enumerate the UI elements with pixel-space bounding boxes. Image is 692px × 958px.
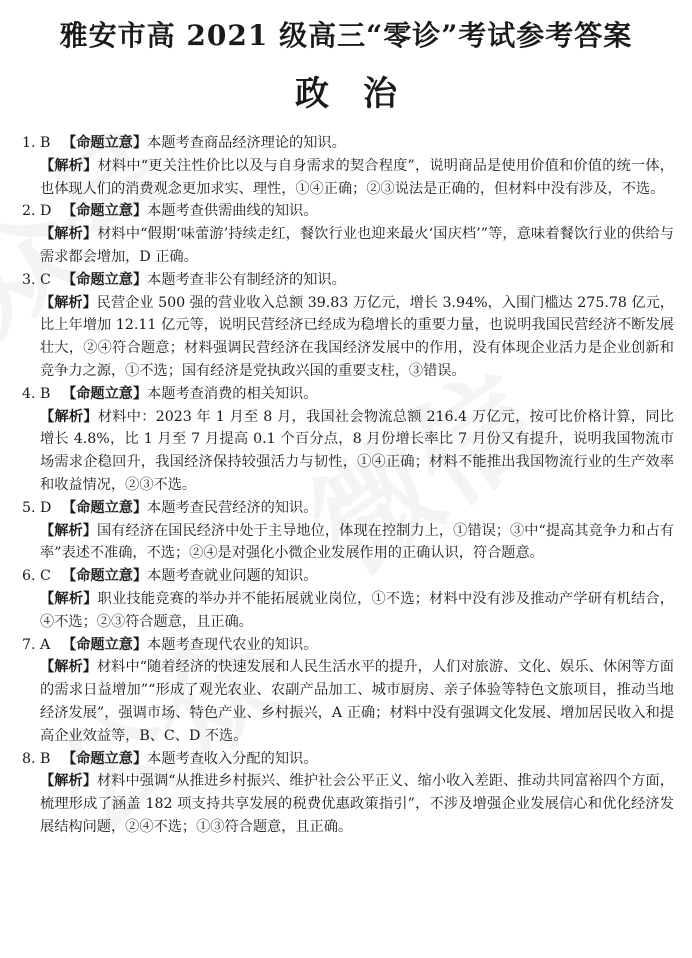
analysis-paragraph bbox=[22, 292, 674, 383]
intent-label: 【命题立意】 bbox=[62, 568, 148, 585]
analysis-paragraph bbox=[22, 656, 674, 747]
page-title: 雅安市高 2021 级高三“零诊”考试参考答案 bbox=[59, 19, 633, 52]
intent-text: 本题考查就业问题的知识。 bbox=[147, 568, 318, 585]
analysis-paragraph bbox=[22, 520, 674, 566]
question-header bbox=[22, 748, 674, 771]
subject-title: 政治 bbox=[295, 74, 431, 114]
question-item bbox=[22, 383, 674, 497]
analysis-label: 【解析】 bbox=[40, 226, 98, 243]
question-number: 2. bbox=[22, 203, 36, 220]
analysis-text: 材料中“假期‘味蕾游’持续走红，餐饮行业也迎来最火‘国庆档’”等，意味着餐饮行业的供给与需求都会增加，D 正确。 bbox=[40, 226, 674, 265]
intent-label: 【命题立意】 bbox=[62, 499, 148, 516]
analysis-paragraph bbox=[22, 155, 674, 201]
intent-label: 【命题立意】 bbox=[62, 203, 148, 220]
question-item bbox=[22, 565, 674, 633]
question-number: 4. bbox=[22, 385, 36, 402]
question-header bbox=[22, 269, 674, 292]
intent-label: 【命题立意】 bbox=[62, 385, 148, 402]
question-answer: B bbox=[40, 385, 51, 402]
question-item bbox=[22, 634, 674, 748]
intent-text: 本题考查非公有制经济的知识。 bbox=[147, 271, 346, 288]
intent-text: 本题考查民营经济的知识。 bbox=[147, 499, 318, 516]
analysis-paragraph bbox=[22, 588, 674, 634]
analysis-paragraph bbox=[22, 770, 674, 838]
analysis-text: 民营企业 500 强的营业收入总额 39.83 万亿元，增长 3.94%，入围门槛达 275.78 亿元，比上年增加 12.11 亿元等，说明民营经济已经成为稳增长的重要力量，也说明我国民营经济不断发展壮大，②④符合题意；材料强调民营经济在我国经济发展中的作用，没有体现企业活力是企业创新和竞争力之源，①不选；国有经济是党执政兴国的重要支柱，③错误。 bbox=[40, 294, 674, 379]
intent-label: 【命题立意】 bbox=[62, 135, 148, 151]
analysis-text: 材料中“更关注性价比以及与自身需求的契合程度”，说明商品是使用价值和价值的统一体，也体现人们的消费观念更加求实、理性，①④正确；②③说法是正确的，但材料中没有涉及，不选。 bbox=[40, 157, 674, 197]
analysis-text: 材料中“随着经济的快速发展和人民生活水平的提升，人们对旅游、文化、娱乐、休闲等方面的需求日益增加”“形成了观光农业、农副产品加工、城市厨房、亲子体验等特色文旅项目，推动当地经济发展”，强调市场、特色产业、乡村振兴，A 正确；材料中没有强调文化发展、增加居民收入和提高企业效益等，B、C、D 不选。 bbox=[40, 659, 674, 744]
question-item bbox=[22, 269, 674, 383]
intent-text: 本题考查消费的相关知识。 bbox=[147, 385, 318, 402]
question-answer: D bbox=[40, 499, 52, 516]
analysis-label: 【解析】 bbox=[40, 157, 98, 174]
question-answer: C bbox=[40, 568, 51, 585]
analysis-label: 【解析】 bbox=[40, 590, 98, 607]
intent-label: 【命题立意】 bbox=[62, 636, 148, 653]
intent-text: 本题考查商品经济理论的知识。 bbox=[147, 135, 346, 151]
analysis-label: 【解析】 bbox=[40, 294, 97, 311]
intent-text: 本题考查供需曲线的知识。 bbox=[147, 203, 318, 220]
intent-text: 本题考查现代农业的知识。 bbox=[147, 636, 318, 653]
analysis-label: 【解析】 bbox=[40, 408, 98, 425]
analysis-label: 【解析】 bbox=[40, 522, 97, 539]
question-header bbox=[22, 565, 674, 588]
analysis-text: 国有经济在国民经济中处于主导地位，体现在控制力上，①错误；③中“提高其竞争力和占有率”表述不准确，不选；②④是对强化小微企业发展作用的正确认识，符合题意。 bbox=[40, 522, 674, 562]
question-number: 6. bbox=[22, 568, 36, 585]
question-header bbox=[22, 634, 674, 657]
question-number: 8. bbox=[22, 750, 36, 767]
question-answer: B bbox=[40, 135, 51, 151]
question-answer: C bbox=[40, 271, 51, 288]
question-item bbox=[22, 748, 674, 839]
question-number: 3. bbox=[22, 271, 36, 288]
analysis-text: 材料中：2023 年 1 月至 8 月，我国社会物流总额 216.4 万亿元，按可比价格计算，同比增长 4.8%，比 1 月至 7 月提高 0.1 个百分点，8 月份增长率比 7 月份又有提升，说明我国物流市场需求企稳回升，我国经济保持较强活力与韧性，①④正确；材料不能推出我国物流行业的生产效率和收益情况，②③不选。 bbox=[40, 408, 674, 493]
question-header bbox=[22, 200, 674, 223]
intent-text: 本题考查收入分配的知识。 bbox=[147, 750, 318, 767]
question-header bbox=[22, 383, 674, 406]
question-item bbox=[22, 132, 674, 200]
analysis-paragraph bbox=[22, 223, 674, 269]
question-item bbox=[22, 200, 674, 268]
question-header bbox=[22, 132, 674, 155]
analysis-label: 【解析】 bbox=[40, 659, 97, 676]
analysis-paragraph bbox=[22, 406, 674, 497]
question-item bbox=[22, 497, 674, 565]
intent-label: 【命题立意】 bbox=[62, 750, 148, 767]
analysis-text: 材料中强调“从推进乡村振兴、维护社会公平正义、缩小收入差距、推动共同富裕四个方面，梳理形成了涵盖 182 项支持共享发展的税费优惠政策指引”，不涉及增强企业发展信心和优化经济发展结构问题，②④不选；①③符合题意，且正确。 bbox=[40, 773, 674, 835]
question-answer: A bbox=[40, 636, 51, 653]
intent-label: 【命题立意】 bbox=[62, 271, 148, 288]
question-answer: B bbox=[40, 750, 51, 767]
question-number: 7. bbox=[22, 636, 36, 653]
question-number: 1. bbox=[22, 135, 36, 151]
question-answer: D bbox=[40, 203, 52, 220]
question-header bbox=[22, 497, 674, 520]
analysis-text: 职业技能竞赛的举办并不能拓展就业岗位，①不选；材料中没有涉及推动产学研有机结合，④不选；②③符合题意，且正确。 bbox=[40, 590, 674, 630]
analysis-label: 【解析】 bbox=[40, 773, 97, 790]
answers-list bbox=[22, 132, 674, 839]
question-number: 5. bbox=[22, 499, 36, 516]
